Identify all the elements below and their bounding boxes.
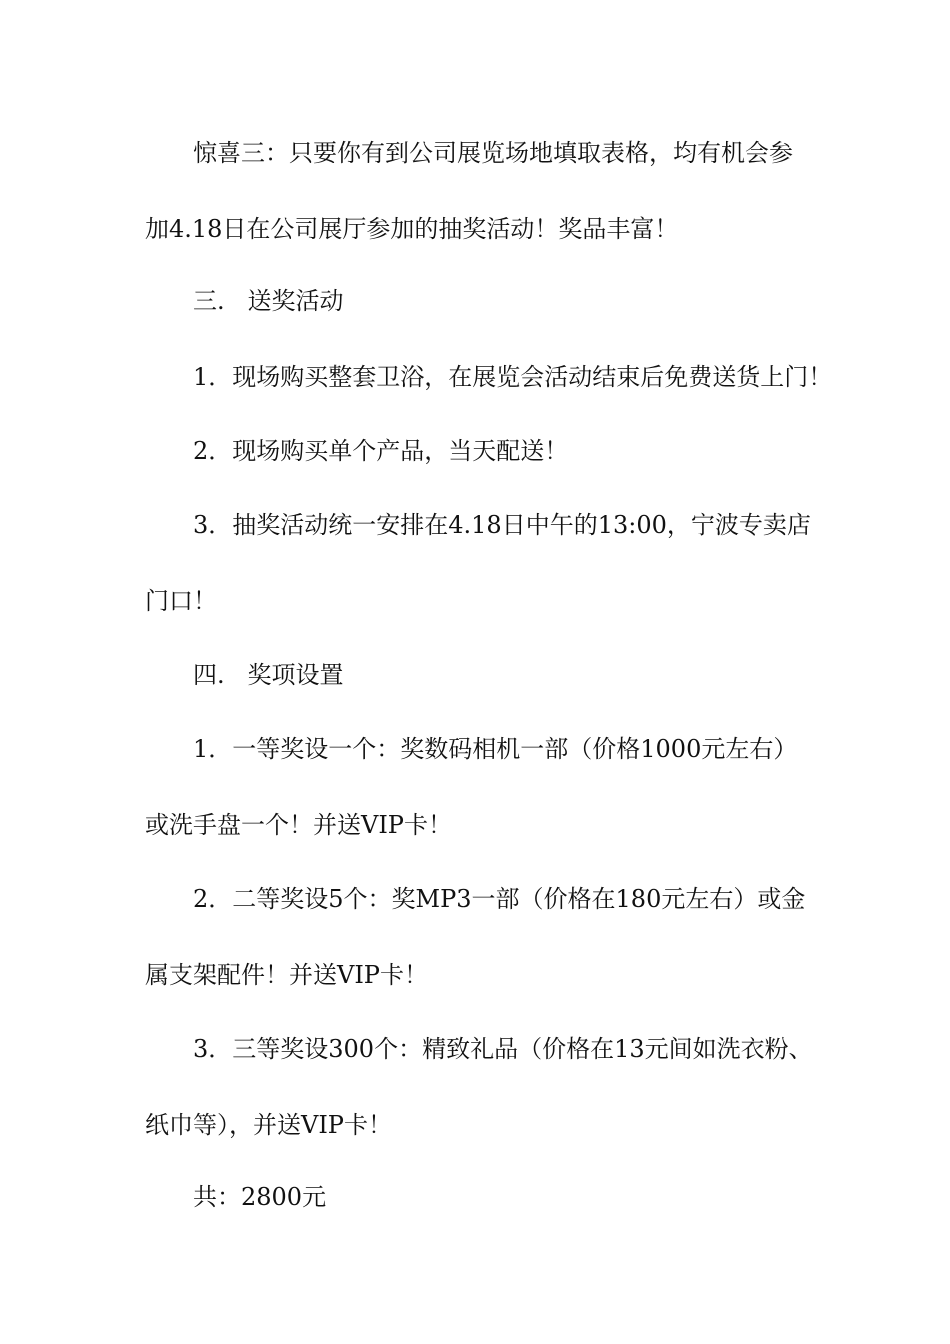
- total-amount: [145, 1182, 835, 1212]
- list-item-second-prize: [145, 884, 835, 990]
- list-item-first-prize: [145, 734, 835, 840]
- section-heading-prize-settings: [145, 660, 835, 690]
- text-line: 惊喜三：只要你有到公司展览场地填取表格，均有机会参: [193, 139, 793, 167]
- text-line: 1．一等奖设一个：奖数码相机一部（价格1000元左右）: [193, 735, 798, 763]
- text-line: 3．抽奖活动统一安排在4.18日中午的13:00，宁波专卖店: [193, 511, 811, 539]
- text-line: 2．二等奖设5个：奖MP3一部（价格在180元左右）或金: [193, 885, 806, 913]
- text-line: 三. 送奖活动: [193, 287, 344, 315]
- list-item-third-prize: [145, 1034, 835, 1140]
- list-item-delivery-2: [145, 436, 835, 466]
- text-line: 1．现场购买整套卫浴，在展览会活动结束后免费送货上门！: [193, 363, 833, 391]
- text-line: 属支架配件！并送VIP卡！: [145, 961, 428, 989]
- text-line: 加4.18日在公司展厅参加的抽奖活动！奖品丰富！: [145, 215, 679, 243]
- paragraph-surprise-three: [145, 138, 835, 244]
- text-line: 四. 奖项设置: [193, 661, 344, 689]
- list-item-delivery-1: [145, 362, 835, 392]
- text-line: 门口！: [145, 587, 217, 615]
- text-line: 3．三等奖设300个：精致礼品（价格在13元间如洗衣粉、: [193, 1035, 813, 1063]
- text-line: 或洗手盘一个！并送VIP卡！: [145, 811, 452, 839]
- section-heading-prize-delivery: [145, 286, 835, 316]
- list-item-delivery-3: [145, 510, 835, 616]
- text-line: 2．现场购买单个产品，当天配送！: [193, 437, 569, 465]
- text-line: 共：2800元: [193, 1183, 327, 1211]
- text-line: 纸巾等），并送VIP卡！: [145, 1111, 392, 1139]
